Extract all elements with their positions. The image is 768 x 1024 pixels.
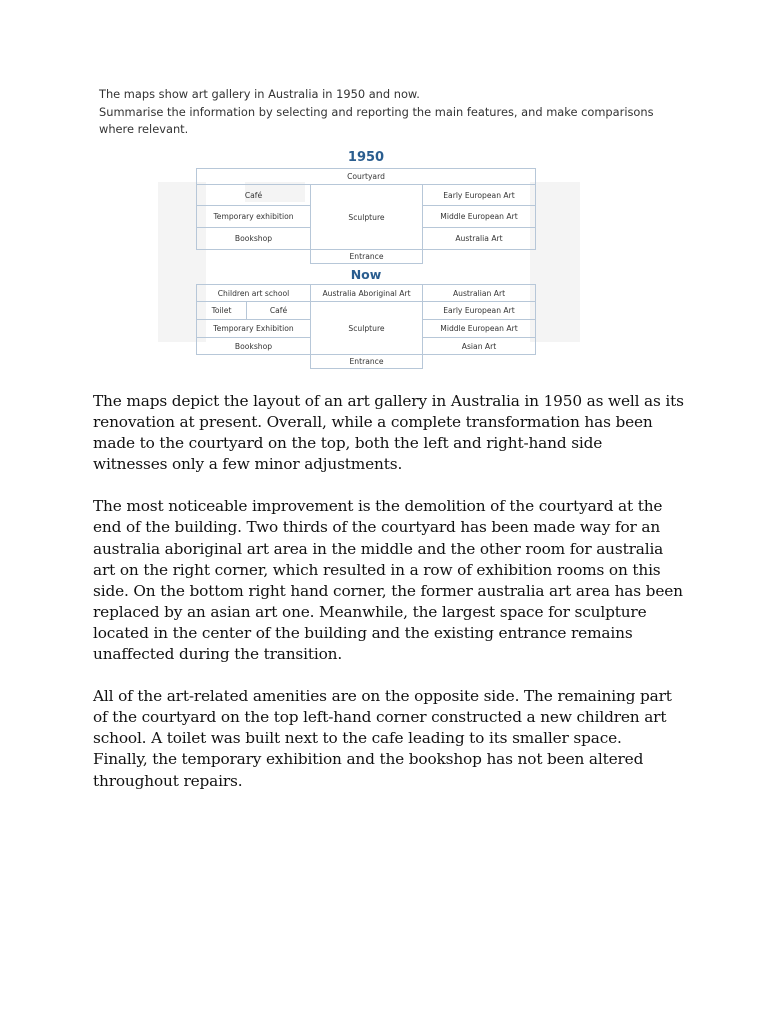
map-1950-cafe: Café: [196, 184, 311, 206]
essay-line: end of the building. Two thirds of the courtyard has been made way for an: [93, 518, 661, 537]
essay-line: renovation at present. Overall, while a complete transformation has been: [93, 413, 653, 432]
essay-line: The most noticeable improvement is the demolition of the courtyard at the: [93, 497, 663, 516]
prompt-line: Summarise the information by selecting and reporting the main features, and make comparisons: [99, 104, 654, 119]
essay-line: throughout repairs.: [93, 771, 243, 790]
essay-line: of the courtyard on the top left-hand corner constructed a new children art: [93, 708, 667, 727]
prompt-line: where relevant.: [99, 122, 189, 136]
map-1950-title: 1950: [347, 150, 385, 165]
map-1950-early-european-art: Early European Art: [422, 184, 536, 206]
task-prompt: [99, 86, 659, 139]
map-now-asian-art: Asian Art: [422, 337, 536, 355]
map-now-bookshop: Bookshop: [196, 337, 311, 355]
essay-line: unaffected during the transition.: [93, 645, 343, 664]
essay-line: All of the art-related amenities are on the opposite side. The remaining part: [93, 687, 672, 706]
essay-line: The maps depict the layout of an art gallery in Australia in 1950 as well as its: [93, 392, 684, 410]
map-now-australia-aboriginal-art: Australia Aboriginal Art: [310, 284, 423, 302]
map-now-early-european-art: Early European Art: [422, 301, 536, 320]
map-now-children-art-school: Children art school: [196, 284, 311, 302]
essay-line: replaced by an asian art one. Meanwhile, the largest space for sculpture: [93, 602, 647, 621]
map-1950-courtyard: Courtyard: [196, 168, 536, 185]
map-1950-middle-european-art: Middle European Art: [422, 205, 536, 228]
map-now-title: Now: [350, 267, 382, 282]
map-1950-sculpture: Sculpture: [310, 184, 423, 250]
essay-line: side. On the bottom right hand corner, the former australia art area has been: [93, 581, 683, 600]
essay-line: australia aboriginal art area in the middle and the other room for australia: [93, 539, 664, 558]
map-now-middle-european-art: Middle European Art: [422, 319, 536, 338]
essay-line: Finally, the temporary exhibition and the bookshop has not been altered: [93, 750, 644, 769]
map-now-temporary-exhibition: Temporary Exhibition: [196, 319, 311, 338]
map-now-cafe: Café: [246, 301, 311, 320]
essay-line: art on the right corner, which resulted in a row of exhibition rooms on this: [93, 560, 661, 579]
map-now-sculpture: Sculpture: [310, 301, 423, 355]
essay-paragraph-2: [93, 496, 693, 665]
map-1950-bookshop: Bookshop: [196, 227, 311, 250]
map-1950-temporary-exhibition: Temporary exhibition: [196, 205, 311, 228]
essay-line: school. A toilet was built next to the cafe leading to its smaller space.: [93, 729, 622, 748]
map-1950-australia-art: Australia Art: [422, 227, 536, 250]
map-now-entrance: Entrance: [310, 354, 423, 369]
essay-line: located in the center of the building and the existing entrance remains: [93, 623, 633, 642]
essay-line: witnesses only a few minor adjustments.: [93, 455, 403, 474]
essay-body: [93, 391, 693, 813]
prompt-line: The maps show art gallery in Australia in 1950 and now.: [99, 87, 420, 101]
map-1950-entrance: Entrance: [310, 249, 423, 264]
map-now-australian-art: Australian Art: [422, 284, 536, 302]
essay-line: made to the courtyard on the top, both the left and right-hand side: [93, 434, 603, 453]
essay-paragraph-1: [93, 391, 693, 475]
map-now-toilet: Toilet: [196, 301, 247, 320]
essay-paragraph-3: [93, 686, 693, 791]
